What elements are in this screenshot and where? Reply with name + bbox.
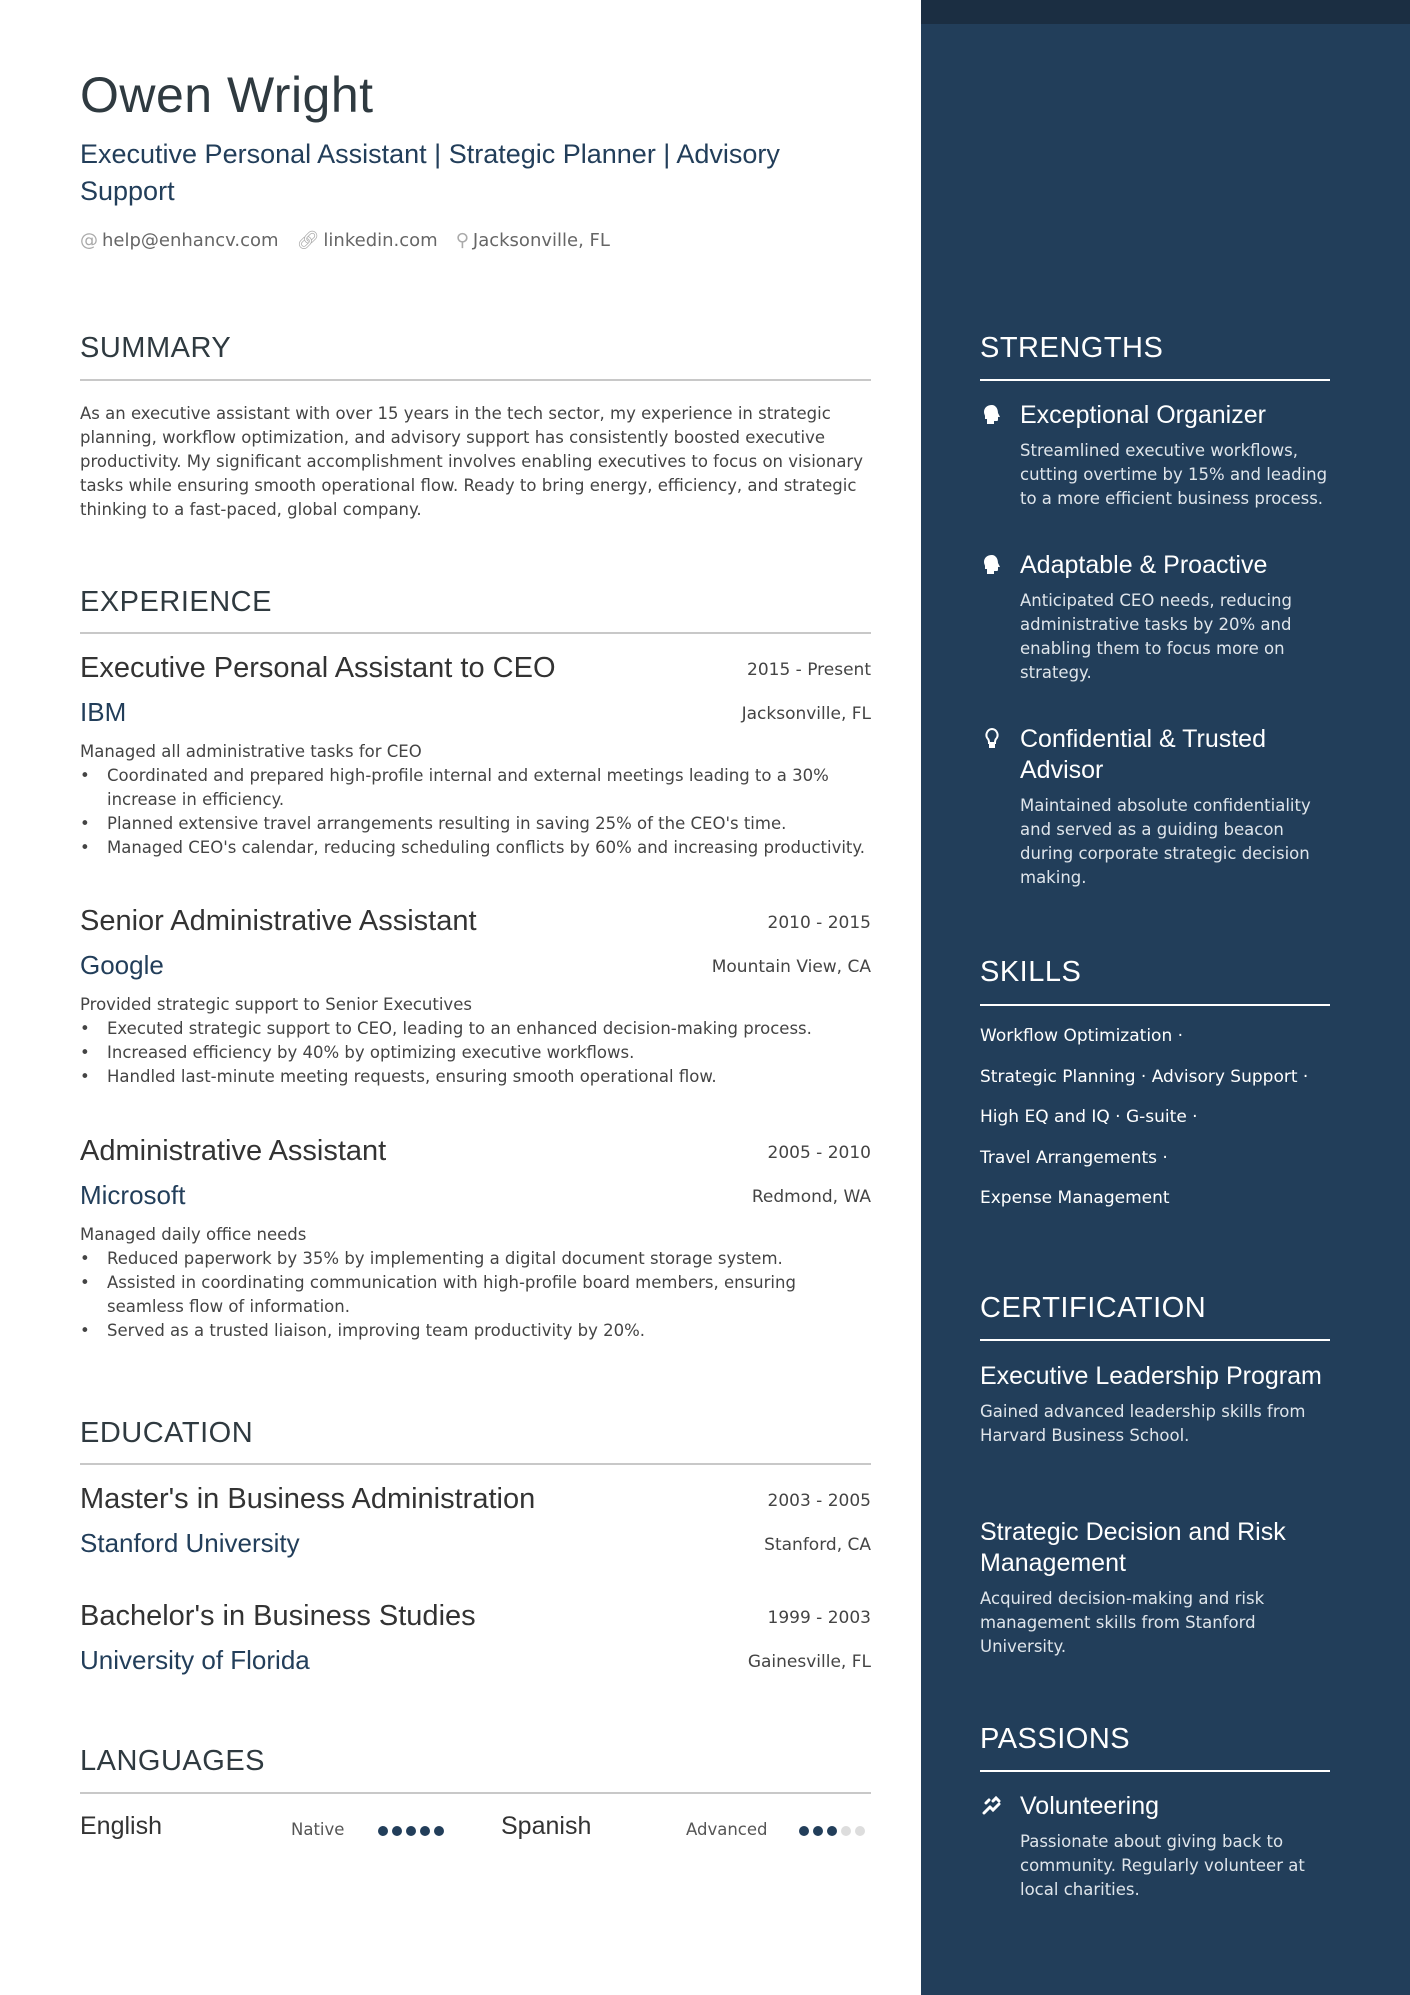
- divider: [80, 1792, 871, 1794]
- edu-location: Stanford, CA: [764, 1535, 871, 1555]
- certification-item: [980, 1361, 1330, 1448]
- job-title: Senior Administrative Assistant: [80, 905, 477, 937]
- bullet: • Assisted in coordinating communication with high-profile board members, ensuring seamless flow of information.: [80, 1271, 871, 1319]
- company: Google: [80, 950, 164, 980]
- experience-heading: EXPERIENCE: [80, 586, 272, 618]
- language-level: Advanced: [686, 1820, 768, 1839]
- location-pin-icon: ⚲: [455, 230, 469, 251]
- experience-item: [80, 905, 871, 1089]
- bullet: • Reduced paperwork by 35% by implementing a digital document storage system.: [80, 1247, 871, 1271]
- language-rating: [799, 1826, 865, 1836]
- school: University of Florida: [80, 1645, 310, 1675]
- strength-item: [980, 724, 1330, 890]
- job-dates: 2015 - Present: [747, 660, 871, 680]
- contact-linkedin[interactable]: 🔗︎ linkedin.com: [296, 230, 438, 251]
- divider: [80, 1463, 871, 1465]
- strength-text: Maintained absolute confidentiality and served as a guiding beacon during corporate strategic decision making.: [1020, 796, 1311, 887]
- rating-dot: [378, 1826, 388, 1836]
- rating-dot: [799, 1826, 809, 1836]
- skill-line: Expense Management: [980, 1188, 1170, 1208]
- rating-dot: [855, 1826, 865, 1836]
- education-item: [80, 1600, 871, 1676]
- bullet: • Executed strategic support to CEO, leading to an enhanced decision-making process.: [80, 1017, 871, 1041]
- divider: [980, 1004, 1330, 1006]
- divider: [980, 1339, 1330, 1341]
- job-location: Jacksonville, FL: [741, 704, 871, 724]
- edu-dates: 2003 - 2005: [767, 1491, 871, 1511]
- school: Stanford University: [80, 1528, 300, 1558]
- bullet-list: [80, 1247, 871, 1343]
- bullet: • Managed CEO's calendar, reducing scheduling conflicts by 60% and increasing productivity.: [80, 836, 871, 860]
- language-level: Native: [291, 1820, 345, 1839]
- skill-line: Strategic Planning · Advisory Support ·: [980, 1066, 1309, 1087]
- strength-title: Adaptable & Proactive: [1020, 551, 1268, 579]
- company: IBM: [80, 697, 127, 727]
- lightbulb-icon: [982, 728, 1002, 750]
- experience-item: [80, 1135, 871, 1343]
- language-name: English: [80, 1812, 162, 1840]
- candidate-title: Executive Personal Assistant | Strategic Planner | Advisory Support: [80, 139, 780, 206]
- job-description: Provided strategic support to Senior Executives: [80, 995, 472, 1014]
- job-title: Executive Personal Assistant to CEO: [80, 652, 556, 684]
- certification-heading: CERTIFICATION: [980, 1292, 1207, 1324]
- cert-title: Executive Leadership Program: [980, 1362, 1322, 1390]
- brain-head-icon: [982, 404, 1002, 426]
- strength-item: [980, 550, 1330, 685]
- job-dates: 2010 - 2015: [767, 913, 871, 933]
- bullet: • Planned extensive travel arrangements resulting in saving 25% of the CEO's time.: [80, 812, 871, 836]
- passion-title: Volunteering: [1020, 1792, 1160, 1820]
- summary-text: As an executive assistant with over 15 years in the tech sector, my experience in strategic planning, workflow optimization, and advisory support has consistently boosted executive productivity. My significant accomplishment involves enabling executives to focus on visionary tasks while ensuring smooth operational flow. Ready to bring energy, efficiency, and strategic thinking to a fast-paced, global company.: [80, 404, 863, 519]
- strength-title: Confidential & Trusted Advisor: [1020, 725, 1266, 784]
- bullet: • Served as a trusted liaison, improving team productivity by 20%.: [80, 1319, 871, 1343]
- bullet: • Handled last-minute meeting requests, ensuring smooth operational flow.: [80, 1065, 871, 1089]
- link-icon: 🔗︎: [296, 230, 320, 251]
- divider: [80, 379, 871, 381]
- rating-dot: [841, 1826, 851, 1836]
- rating-dot: [406, 1826, 416, 1836]
- divider: [980, 1770, 1330, 1772]
- edu-location: Gainesville, FL: [747, 1652, 871, 1672]
- education-heading: EDUCATION: [80, 1417, 254, 1449]
- passion-text: Passionate about giving back to community. Regularly volunteer at local charities.: [1020, 1832, 1305, 1899]
- strength-text: Anticipated CEO needs, reducing administrative tasks by 20% and enabling them to focus more on strategy.: [1020, 591, 1292, 682]
- cert-text: Acquired decision-making and risk management skills from Stanford University.: [980, 1589, 1265, 1656]
- job-description: Managed all administrative tasks for CEO: [80, 742, 422, 761]
- edu-dates: 1999 - 2003: [767, 1608, 871, 1628]
- job-dates: 2005 - 2010: [767, 1143, 871, 1163]
- passions-heading: PASSIONS: [980, 1723, 1131, 1755]
- certification-item: [980, 1517, 1330, 1659]
- brain-head-icon: [982, 554, 1002, 576]
- education-item: [80, 1483, 871, 1559]
- rating-dot: [813, 1826, 823, 1836]
- strength-item: [980, 400, 1330, 511]
- language-rating: [378, 1826, 444, 1836]
- passion-item: [980, 1791, 1330, 1902]
- summary-heading: SUMMARY: [80, 332, 232, 364]
- bullet: • Coordinated and prepared high-profile internal and external meetings leading to a 30% increase in efficiency.: [80, 764, 871, 812]
- rating-dot: [827, 1826, 837, 1836]
- skill-line: High EQ and IQ · G-suite ·: [980, 1107, 1198, 1127]
- skill-line: Travel Arrangements ·: [980, 1147, 1168, 1168]
- job-location: Mountain View, CA: [711, 957, 871, 977]
- bullet: • Increased efficiency by 40% by optimizing executive workflows.: [80, 1041, 871, 1065]
- divider: [80, 632, 871, 634]
- degree: Bachelor's in Business Studies: [80, 1600, 476, 1632]
- sidebar-top-band: [921, 0, 1410, 24]
- strength-text: Streamlined executive workflows, cutting overtime by 15% and leading to a more efficient business process.: [1020, 441, 1328, 508]
- skill-line: Workflow Optimization ·: [980, 1026, 1184, 1046]
- sidebar: [921, 0, 1410, 1995]
- divider: [980, 379, 1330, 381]
- cert-text: Gained advanced leadership skills from Harvard Business School.: [980, 1402, 1306, 1445]
- strengths-heading: STRENGTHS: [980, 332, 1164, 364]
- hands-helping-icon: [982, 1795, 1002, 1817]
- contact-location: ⚲ Jacksonville, FL: [455, 230, 610, 251]
- bullet-list: [80, 764, 871, 860]
- bullet-list: [80, 1017, 871, 1089]
- rating-dot: [420, 1826, 430, 1836]
- languages-heading: LANGUAGES: [80, 1745, 265, 1777]
- strength-title: Exceptional Organizer: [1020, 401, 1266, 429]
- degree: Master's in Business Administration: [80, 1483, 536, 1515]
- job-location: Redmond, WA: [751, 1187, 871, 1207]
- rating-dot: [392, 1826, 402, 1836]
- experience-item: [80, 652, 871, 860]
- at-icon: @: [80, 230, 98, 251]
- job-title: Administrative Assistant: [80, 1135, 387, 1167]
- candidate-name: Owen Wright: [80, 67, 374, 123]
- contact-row: [80, 230, 610, 251]
- contact-email[interactable]: @ help@enhancv.com: [80, 230, 279, 251]
- job-description: Managed daily office needs: [80, 1225, 307, 1244]
- language-name: Spanish: [501, 1812, 592, 1840]
- company: Microsoft: [80, 1180, 186, 1210]
- rating-dot: [434, 1826, 444, 1836]
- skills-list: [980, 1026, 1330, 1229]
- skills-heading: SKILLS: [980, 956, 1082, 988]
- cert-title: Strategic Decision and Risk Management: [980, 1518, 1286, 1577]
